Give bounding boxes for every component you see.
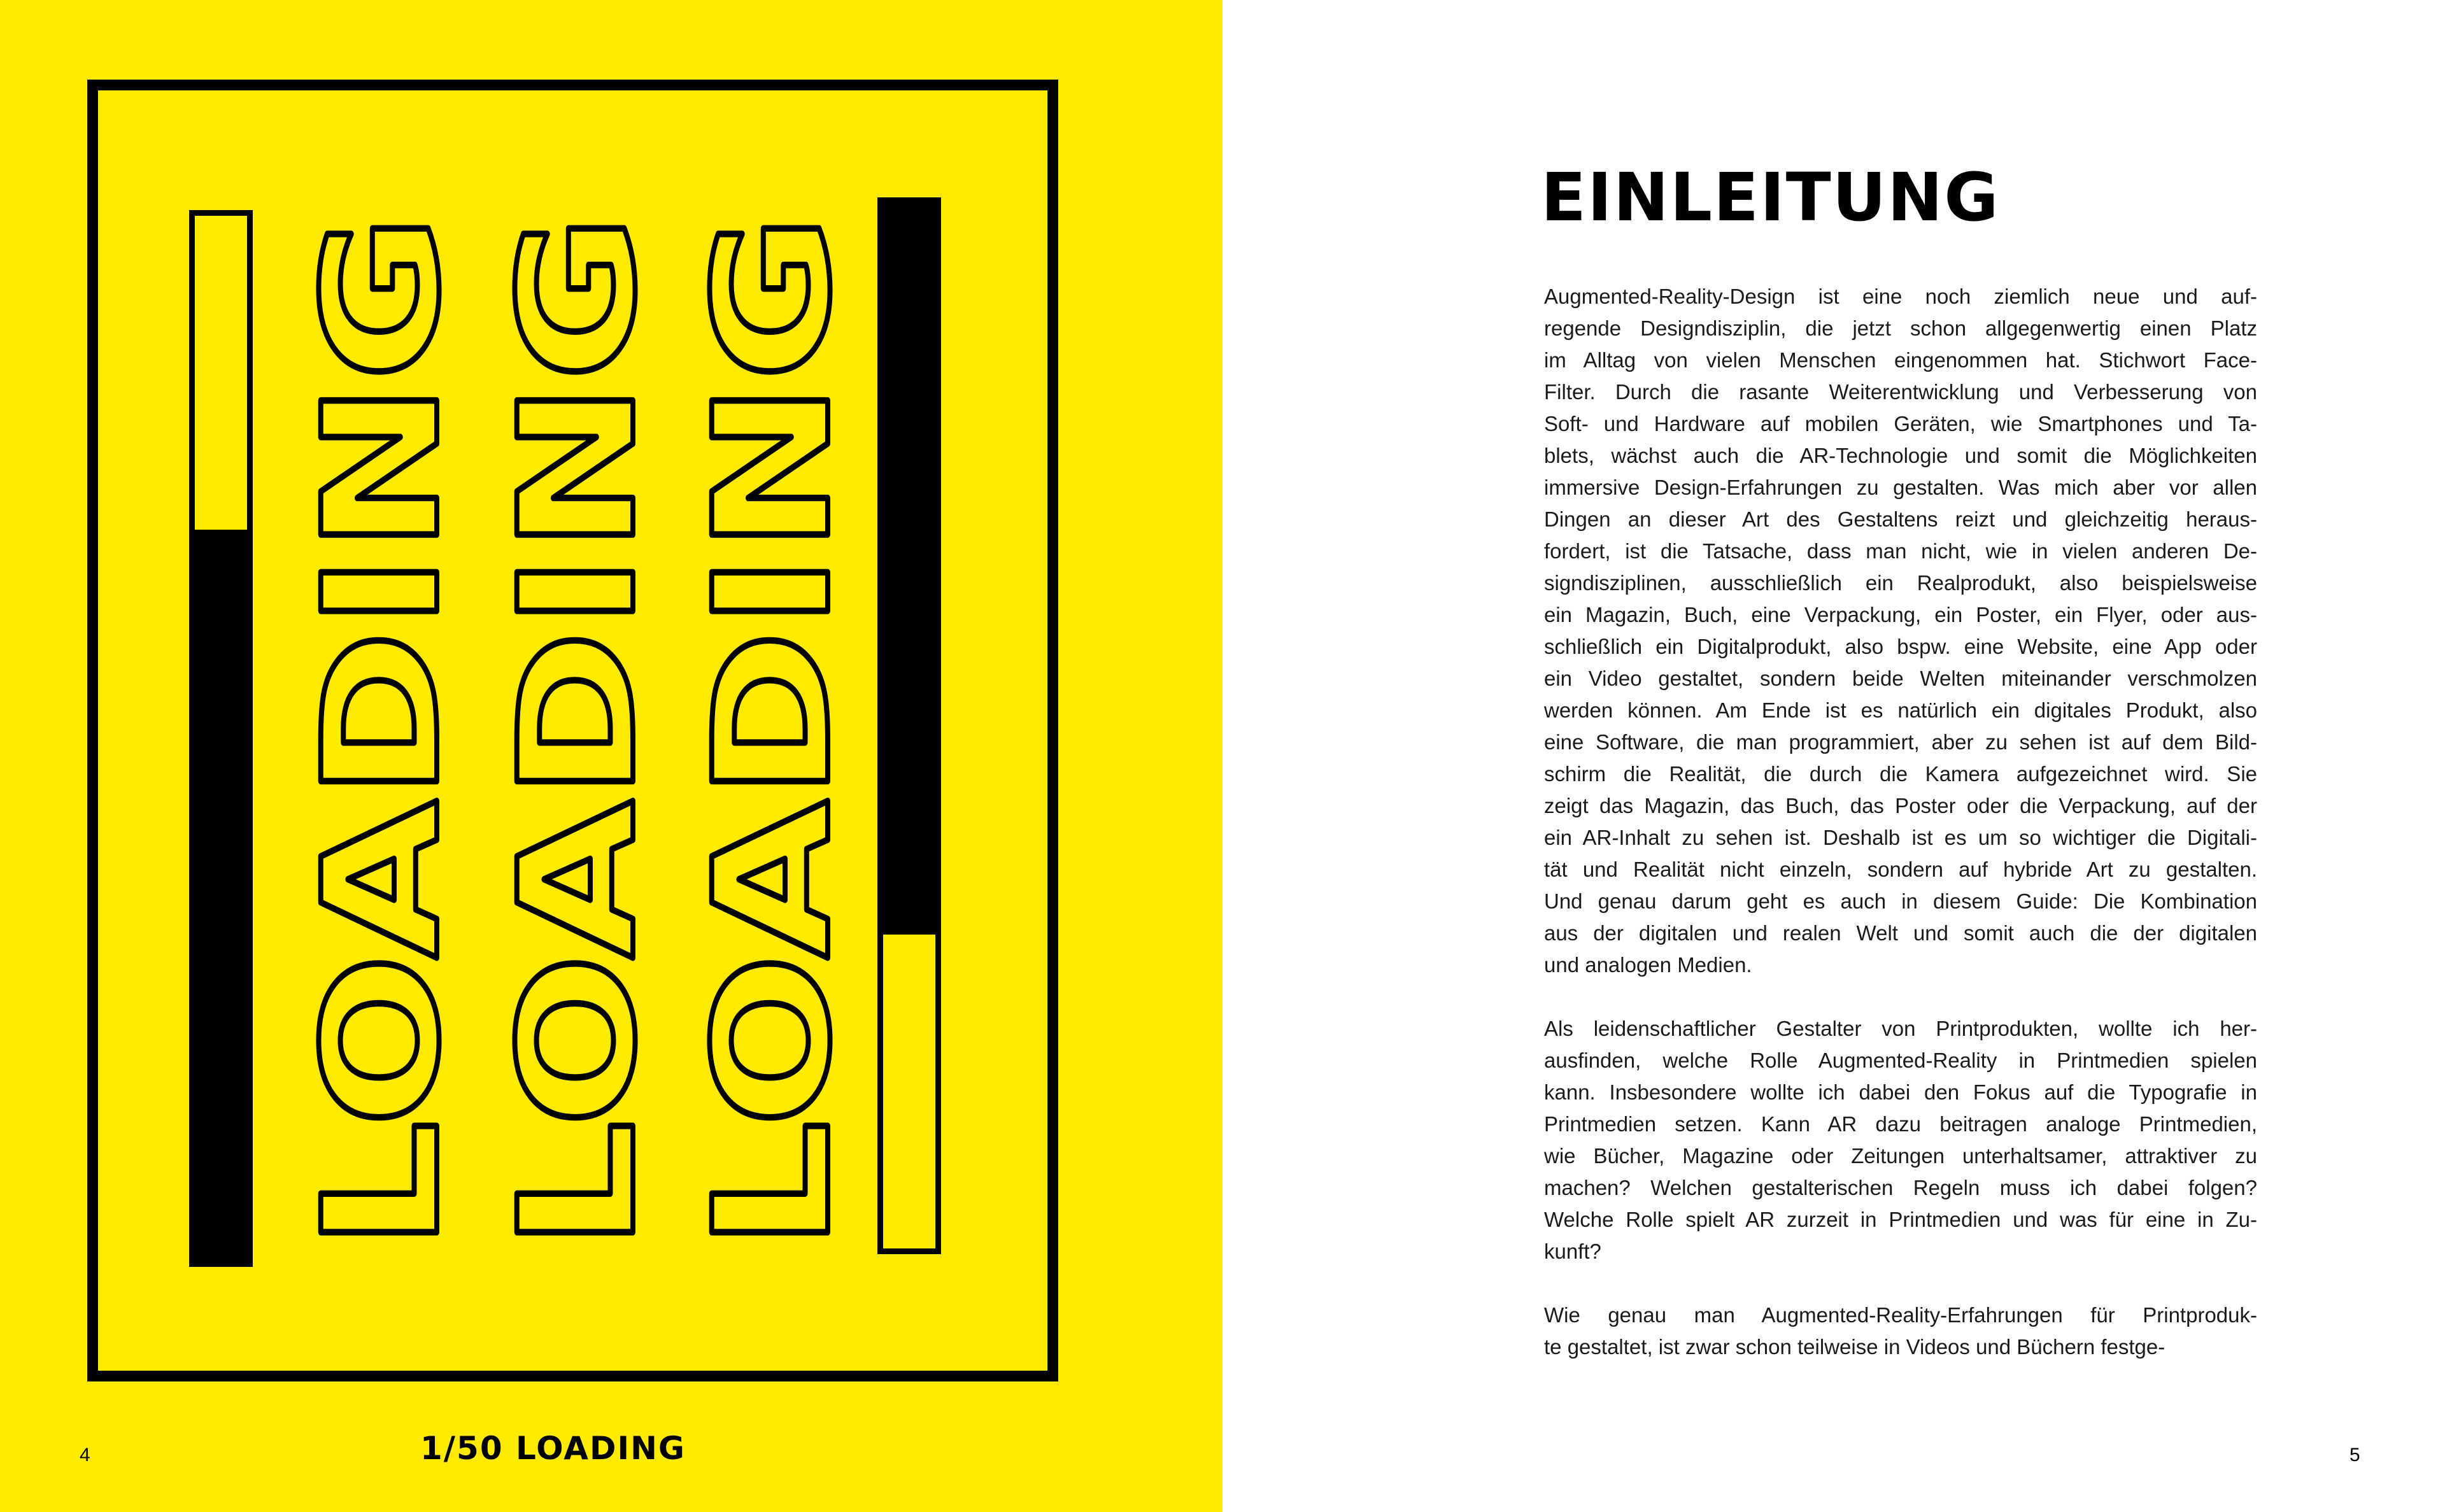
paragraph [1544, 1299, 2257, 1363]
text-line: Als leidenschaftlicher Gestalter von Printprodukten, wollte ich her- [1544, 1017, 2257, 1040]
loading-word-1: LOADING [289, 446, 474, 1251]
text-line: aus der digitalen und realen Welt und somit auch die der digitalen [1544, 921, 2257, 945]
text-line: Printmedien setzen. Kann AR dazu beitragen analoge Printmedien, [1544, 1112, 2257, 1136]
paragraph [1544, 1013, 2257, 1268]
text-line: ein Video gestaltet, sondern beide Welten miteinander verschmolzen [1544, 667, 2257, 690]
text-line: Filter. Durch die rasante Weiterentwicklung und Verbesserung von [1544, 380, 2257, 404]
text-line: zeigt das Magazin, das Buch, das Poster oder die Verpackung, auf der [1544, 794, 2257, 817]
text-line: blets, wächst auch die AR-Technologie und somit die Möglichkeiten [1544, 444, 2257, 467]
chapter-heading: EINLEITUNG [1541, 159, 2000, 236]
text-line: werden können. Am Ende ist es natürlich ein digitales Produkt, also [1544, 698, 2257, 722]
text-line: Welche Rolle spielt AR zurzeit in Printmedien und was für eine in Zu- [1544, 1208, 2257, 1231]
text-line: Wie genau man Augmented-Reality-Erfahrungen für Printproduk- [1544, 1303, 2257, 1327]
text-line: immersive Design-Erfahrungen zu gestalten. Was mich aber vor allen [1544, 476, 2257, 499]
artwork-caption: 1/50 LOADING [420, 1430, 686, 1467]
text-line: machen? Welchen gestalterischen Regeln muss ich dabei folgen? [1544, 1176, 2257, 1199]
paragraph [1544, 281, 2257, 981]
body-text [1544, 281, 2257, 1395]
text-line: im Alltag von vielen Menschen eingenommen hat. Stichwort Face- [1544, 348, 2257, 372]
page-number-right: 5 [2349, 1445, 2360, 1466]
text-line: eine Software, die man programmiert, aber zu sehen ist auf dem Bild- [1544, 730, 2257, 754]
page-number-left: 4 [80, 1445, 90, 1466]
text-line: Soft- und Hardware auf mobilen Geräten, wie Smartphones und Ta- [1544, 412, 2257, 435]
text-line: wie Bücher, Magazine oder Zeitungen unterhaltsamer, attraktiver zu [1544, 1144, 2257, 1168]
text-line: ein Magazin, Buch, eine Verpackung, ein Poster, ein Flyer, oder aus- [1544, 603, 2257, 626]
loading-word-3: LOADING [680, 446, 865, 1251]
text-line: te gestaltet, ist zwar schon teilweise in Videos und Büchern festge- [1544, 1335, 2165, 1359]
text-line: schließlich ein Digitalprodukt, also bspw. eine Website, eine App oder [1544, 635, 2257, 658]
text-line: ausfinden, welche Rolle Augmented-Reality in Printmedien spielen [1544, 1049, 2257, 1072]
loading-artwork [0, 0, 1222, 1512]
text-line: Dingen an dieser Art des Gestaltens reizt und gleichzeitig heraus- [1544, 507, 2257, 531]
text-line: kunft? [1544, 1240, 1601, 1263]
text-line: ein AR-Inhalt zu sehen ist. Deshalb ist es um so wichtiger die Digitali- [1544, 826, 2257, 849]
text-line: signdisziplinen, ausschließlich ein Realprodukt, also beispielsweise [1544, 571, 2257, 595]
text-line: fordert, ist die Tatsache, dass man nicht, wie in vielen anderen De- [1544, 539, 2257, 563]
text-line: Und genau darum geht es auch in diesem Guide: Die Kombination [1544, 889, 2257, 913]
loading-word-2: LOADING [485, 446, 670, 1251]
text-line: kann. Insbesondere wollte ich dabei den Fokus auf die Typografie in [1544, 1080, 2257, 1104]
text-line: schirm die Realität, die durch die Kamera aufgezeichnet wird. Sie [1544, 762, 2257, 786]
text-line: und analogen Medien. [1544, 953, 1752, 977]
left-page [0, 0, 1222, 1512]
text-line: Augmented-Reality-Design ist eine noch ziemlich neue und auf- [1544, 285, 2257, 308]
text-line: tät und Realität nicht einzeln, sondern auf hybride Art zu gestalten. [1544, 858, 2257, 881]
text-line: regende Designdisziplin, die jetzt schon allgegenwertig einen Platz [1544, 316, 2257, 340]
